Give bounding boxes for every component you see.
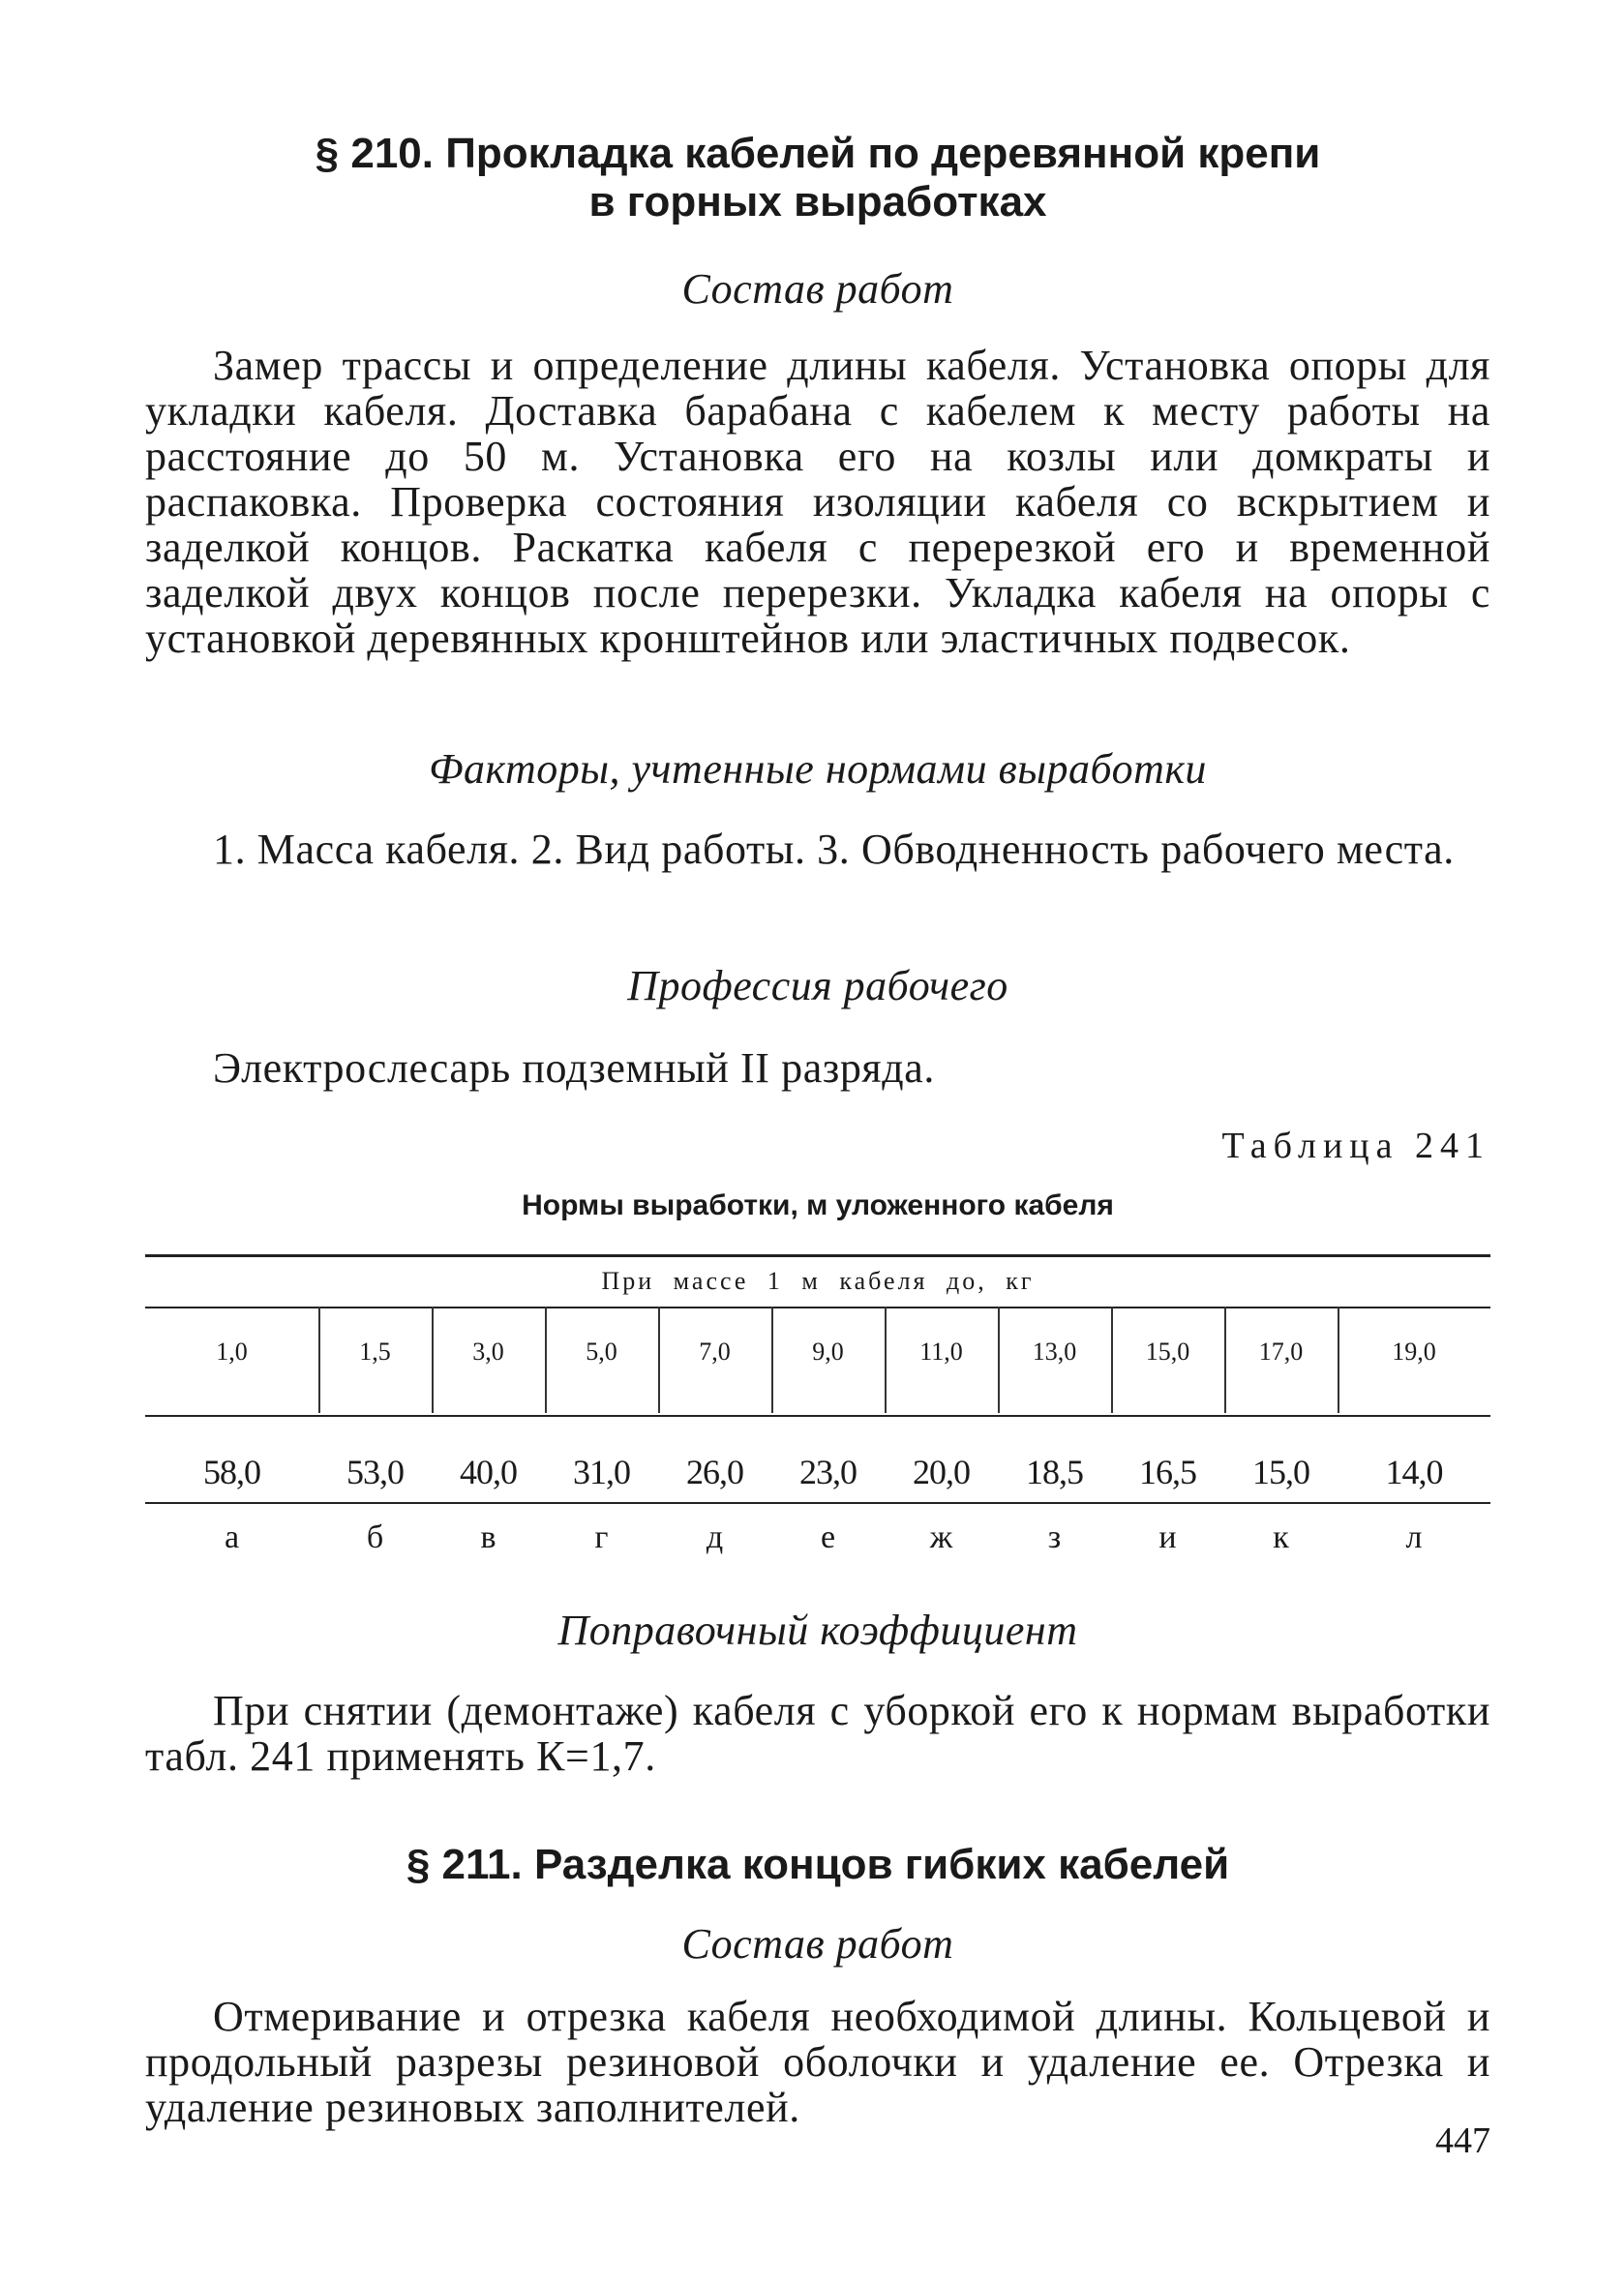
correction-text: При снятии (демонтаже) кабеля с уборкой его к нормам выработки табл. 241 применять К=1,7. [145,1687,1490,1780]
value-cell: 53,0 [346,1453,404,1491]
letter-cell: е [820,1519,836,1555]
letter-cell: а [224,1519,240,1555]
letter-cell: к [1273,1519,1289,1555]
letter-cell: ж [929,1519,953,1555]
profession-heading: Профессия рабочего [627,962,1008,1009]
table-bottom-rule [145,1502,1490,1504]
value-cell: 23,0 [799,1453,857,1491]
letter-cell: и [1158,1519,1177,1555]
letter-cell: л [1405,1519,1423,1555]
table-top-rule [145,1254,1490,1257]
mass-cell: 9,0 [812,1338,844,1366]
section-210-composition-text: Замер трассы и определение длины кабеля. Установка опоры для укладки кабеля. Доставка барабана с кабелем к месту работы на расстояние до 50 м. Установка его на козлы или домкраты и распаковка. Проверка состояния изоляции кабеля со вскрытием и заделкой концов. Раскатка кабеля с перерезкой его и временной заделкой двух концов после перерезки. Укладка кабеля на опоры с установкой деревянных кронштейнов или эластичных подвесок. [145,342,1490,662]
letter-cell: в [480,1519,496,1555]
page-number: 447 [1435,2120,1490,2161]
table-letters-row [145,1519,1490,1568]
table-column-header: При массе 1 м кабеля до, кг [601,1267,1035,1295]
value-cell: 20,0 [913,1453,970,1491]
correction-heading: Поправочный коэффициент [557,1607,1078,1654]
letter-cell: б [366,1519,384,1555]
table-title: Нормы выработки, м уложенного кабеля [522,1189,1114,1221]
table-values-row [145,1452,1490,1500]
value-cell: 16,5 [1139,1453,1196,1491]
value-cell: 31,0 [573,1453,630,1491]
section-210-title-line1: § 210. Прокладка кабелей по деревянной крепи [315,130,1321,177]
section-211-title: § 211. Разделка концов гибких кабелей [406,1841,1230,1888]
mass-cell: 19,0 [1392,1338,1436,1366]
factors-text: 1. Масса кабеля. 2. Вид работы. 3. Обводненность рабочего места. [213,826,1455,873]
mass-cell: 17,0 [1258,1338,1304,1366]
mass-cell: 7,0 [699,1338,731,1366]
value-cell: 18,5 [1026,1453,1083,1491]
mass-cell: 15,0 [1145,1338,1190,1366]
mass-cell: 5,0 [586,1338,617,1366]
section-210-composition-heading: Состав работ [681,265,954,313]
profession-text: Электрослесарь подземный II разряда. [213,1044,935,1092]
mass-cell: 1,0 [216,1338,248,1366]
mass-cell: 13,0 [1032,1338,1077,1366]
section-211-composition-text: Отмеривание и отрезка кабеля необходимой длины. Кольцевой и продольный разрезы резиновой оболочки и удаление ее. Отрезка и удаление резиновых заполнителей. [145,1993,1490,2131]
table-header-rule [145,1307,1490,1308]
mass-cell: 1,5 [359,1338,391,1366]
value-cell: 40,0 [460,1453,517,1491]
value-cell: 14,0 [1385,1453,1443,1491]
letter-cell: г [594,1519,609,1555]
letter-cell: д [706,1519,724,1555]
letter-cell: з [1047,1519,1062,1555]
section-210-title-line2: в горных выработках [588,178,1047,225]
value-cell: 58,0 [203,1453,260,1491]
document-page [145,0,1490,2285]
value-cell: 15,0 [1252,1453,1309,1491]
section-211-composition-heading: Состав работ [681,1920,954,1968]
mass-cell: 3,0 [472,1338,504,1366]
table-mass-row [145,1338,1490,1376]
table-label: Таблица 241 [1221,1126,1490,1166]
table-mid-rule [145,1415,1490,1417]
mass-cell: 11,0 [919,1338,963,1366]
value-cell: 26,0 [686,1453,743,1491]
factors-heading: Факторы, учтенные нормами выработки [429,745,1207,793]
